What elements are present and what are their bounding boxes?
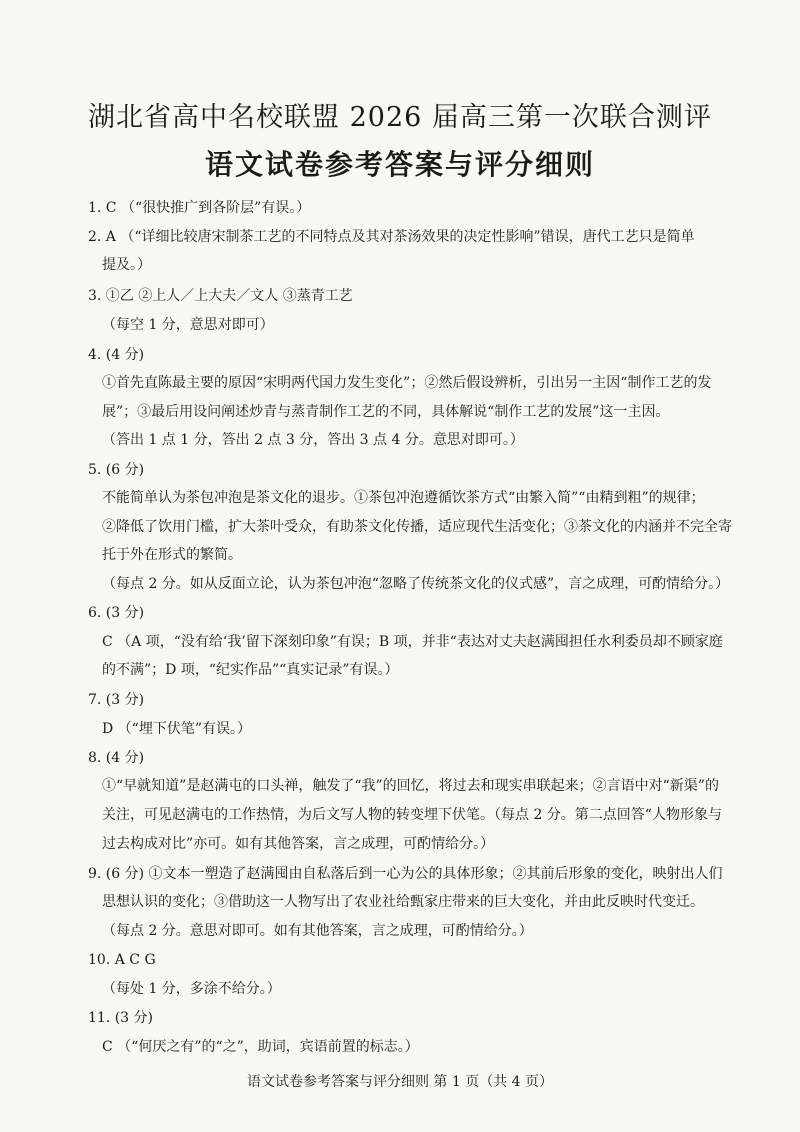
answer-q4-head: 4. (4 分): [88, 347, 145, 363]
answer-q2-line2: 提及。）: [102, 257, 151, 273]
answer-q11-head: 11. (3 分): [88, 1010, 153, 1026]
answer-q7-line1: D （“埋下伏笔”有误。）: [102, 721, 251, 737]
answer-q8-line1: ①“早就知道”是赵满屯的口头禅，触发了“我”的回忆，将过去和现实串联起来；②言语中对“新渠”的: [102, 778, 719, 794]
answer-q9-line1: 9. (6 分) ①文本一塑造了赵满囤由自私落后到一心为公的具体形象；②其前后形象的变化，映射出人们: [88, 866, 723, 882]
answer-q6-line1: C （A 项，“没有给‘我’留下深刻印象”有误；B 项，并非“表达对丈夫赵满囤担任水利委员却不顾家庭: [102, 634, 723, 650]
answer-q5-note: （每点 2 分。如从反面立论，认为茶包冲泡“忽略了传统茶文化的仪式感”，言之成理，可酌情给分。）: [102, 576, 730, 592]
answer-q1: 1. C （“很快推广到各阶层”有误。）: [88, 200, 311, 216]
answer-q5-line2: ②降低了饮用门槛，扩大茶叶受众，有助茶文化传播，适应现代生活变化；③茶文化的内涵并不完全寄: [102, 519, 732, 535]
answer-q3-note: （每空 1 分，意思对即可）: [102, 317, 274, 333]
answer-q5-head: 5. (6 分): [88, 462, 145, 478]
answer-q9-note: （每点 2 分。意思对即可。如有其他答案，言之成理，可酌情给分。）: [102, 923, 533, 939]
answer-q5-line3: 托于外在形式的繁简。: [102, 547, 242, 563]
answer-q10-line1: 10. A C G: [88, 952, 156, 968]
answer-q3-line1: 3. ①乙 ②上人／上大夫／文人 ③蒸青工艺: [88, 288, 353, 304]
document-subtitle: 语文试卷参考答案与评分细则: [204, 148, 595, 181]
answer-q8-head: 8. (4 分): [88, 750, 145, 766]
answer-q4-line1: ①首先直陈最主要的原因“宋明两代国力发生变化”；②然后假设辨析，引出另一主因“制作工艺的发: [102, 375, 712, 391]
answer-q6-head: 6. (3 分): [88, 605, 145, 621]
page-footer: 语文试卷参考答案与评分细则 第 1 页（共 4 页）: [246, 1074, 554, 1090]
answer-q4-note: （答出 1 点 1 分，答出 2 点 3 分，答出 3 点 4 分。意思对即可。）: [102, 432, 524, 448]
answer-q7-head: 7. (3 分): [88, 692, 145, 708]
answer-q8-line2: 关注，可见赵满屯的工作热情，为后文写人物的转变埋下伏笔。（每点 2 分。第二点回答“人物形象与: [102, 807, 722, 823]
answer-q11-line1: C （“何厌之有”的“之”，助词，宾语前置的标志。）: [102, 1039, 419, 1055]
answer-q2-line1: 2. A （“详细比较唐宋制茶工艺的不同特点及其对茶汤效果的决定性影响”错误，唐代工艺只是简单: [88, 229, 695, 245]
answer-q10-note: （每处 1 分，多涂不给分。）: [102, 981, 281, 997]
answer-q8-line3: 过去构成对比”亦可。如有其他答案，言之成理，可酌情给分。）: [102, 836, 495, 852]
answer-q4-line2: 展”；③最后用设问阐述炒青与蒸青制作工艺的不同，具体解说“制作工艺的发展”这一主因。: [102, 404, 670, 420]
answer-q6-line2: 的不满”；D 项，“纪实作品”“真实记录”有误。）: [102, 662, 399, 678]
answer-q5-line1: 不能简单认为茶包冲泡是茶文化的退步。①茶包冲泡遵循饮茶方式“由繁入简”“由精到粗”的规律；: [102, 490, 705, 506]
exam-title: 湖北省高中名校联盟 2026 届高三第一次联合测评: [88, 102, 712, 133]
answer-q9-line2: 思想认识的变化；③借助这一人物写出了农业社给甄家庄带来的巨大变化，并由此反映时代变迁。: [102, 894, 704, 910]
